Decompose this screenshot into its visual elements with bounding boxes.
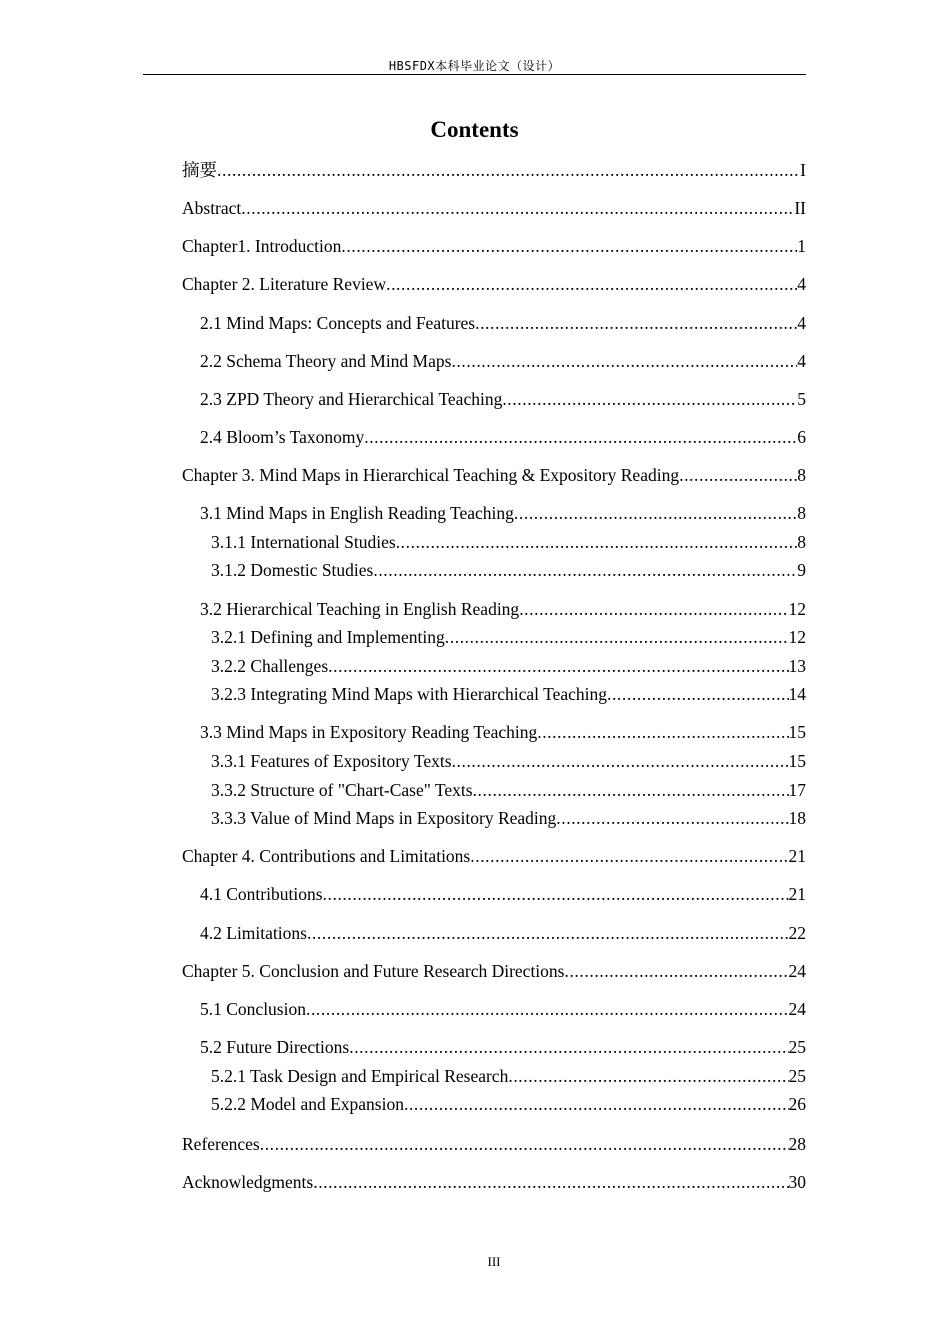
toc-entry-label: 5.2 Future Directions (200, 1037, 350, 1057)
toc-entry-label: 2.4 Bloom’s Taxonomy (200, 427, 365, 447)
toc-leader-dots (473, 779, 789, 801)
toc-entry-page: 13 (788, 656, 806, 676)
page-number: III (487, 1254, 501, 1269)
toc-entry-3-3-2[interactable] (211, 779, 806, 801)
toc-entry-page: 28 (788, 1134, 806, 1154)
header-rule (143, 74, 806, 75)
toc-entry-label: Chapter 5. Conclusion and Future Research Directions (182, 961, 565, 981)
toc-entry-page: 12 (788, 599, 806, 619)
toc-entry-3-3[interactable] (200, 721, 806, 743)
toc-entry-label: 4.1 Contributions (200, 884, 323, 904)
toc-leader-dots (502, 388, 797, 410)
toc-entry-label: 5.1 Conclusion (200, 999, 306, 1019)
toc-entry-chapter-3[interactable] (182, 464, 806, 486)
toc-entry-3-1-1[interactable] (211, 531, 806, 553)
toc-entry-label: 3.2.1 Defining and Implementing (211, 627, 445, 647)
page-title: Contents (430, 117, 519, 142)
toc-entry-label: 5.2.2 Model and Expansion (211, 1094, 404, 1114)
toc-entry-label: Acknowledgments (182, 1172, 314, 1192)
toc-entry-label: Chapter 2. Literature Review (182, 274, 387, 294)
toc-entry-page: 30 (788, 1172, 806, 1192)
toc-leader-dots (679, 464, 797, 486)
toc-leader-dots (537, 721, 788, 743)
toc-entry-label: 3.1.1 International Studies (211, 532, 396, 552)
toc-entry-2-4[interactable] (200, 426, 806, 448)
toc-leader-dots (514, 502, 797, 524)
toc-entry-2-1[interactable] (200, 312, 806, 334)
toc-entry-label: 3.3.1 Features of Expository Texts (211, 751, 452, 771)
toc-entry-abstract-cn[interactable] (182, 159, 806, 181)
toc-leader-dots (307, 922, 789, 944)
toc-entry-label: 5.2.1 Task Design and Empirical Research (211, 1066, 509, 1086)
toc-leader-dots (323, 883, 789, 905)
toc-entry-page: 5 (797, 389, 806, 409)
toc-leader-dots (373, 559, 797, 581)
toc-entry-label: Chapter 3. Mind Maps in Hierarchical Teaching & Expository Reading (182, 465, 680, 485)
toc-entry-page: 1 (797, 236, 806, 256)
toc-entry-abstract[interactable] (182, 197, 806, 219)
toc-entry-page: 15 (788, 722, 806, 742)
toc-entry-label: References (182, 1134, 260, 1154)
toc-entry-page: 25 (788, 1066, 806, 1086)
toc-entry-label: 3.2 Hierarchical Teaching in English Reading (200, 599, 520, 619)
toc-entry-page: 24 (788, 961, 806, 981)
toc-entry-page: 12 (788, 627, 806, 647)
toc-leader-dots (470, 845, 788, 867)
toc-entry-acknowledgments[interactable] (182, 1171, 806, 1193)
toc-entry-page: 15 (788, 751, 806, 771)
toc-entry-4-2[interactable] (200, 922, 806, 944)
toc-entry-page: 8 (797, 503, 806, 523)
toc-entry-page: II (794, 198, 806, 218)
toc-entry-page: I (800, 160, 806, 180)
toc-entry-page: 4 (797, 351, 806, 371)
toc-leader-dots (364, 426, 797, 448)
toc-entry-page: 22 (788, 923, 806, 943)
toc-entry-page: 21 (788, 846, 806, 866)
toc-leader-dots (313, 1171, 788, 1193)
toc-leader-dots (556, 807, 788, 829)
toc-entry-3-3-3[interactable] (211, 807, 806, 829)
toc-entry-2-2[interactable] (200, 350, 806, 372)
toc-entry-page: 6 (797, 427, 806, 447)
toc-entry-label: 3.3.2 Structure of "Chart-Case" Texts (211, 780, 473, 800)
toc-leader-dots (404, 1093, 789, 1115)
toc-entry-chapter-2[interactable] (182, 273, 806, 295)
toc-entry-chapter-4[interactable] (182, 845, 806, 867)
toc-entry-page: 25 (788, 1037, 806, 1057)
toc-entry-page: 17 (788, 780, 806, 800)
toc-entry-label: 4.2 Limitations (200, 923, 307, 943)
toc-entry-label: 2.2 Schema Theory and Mind Maps (200, 351, 452, 371)
toc-entry-chapter-5[interactable] (182, 960, 806, 982)
toc-leader-dots (260, 1133, 789, 1155)
toc-entry-page: 8 (797, 532, 806, 552)
toc-entry-label: 3.2.3 Integrating Mind Maps with Hierarchical Teaching (211, 684, 607, 704)
toc-leader-dots (396, 531, 798, 553)
toc-leader-dots (475, 312, 797, 334)
toc-leader-dots (306, 998, 789, 1020)
toc-leader-dots (341, 235, 797, 257)
toc-leader-dots (241, 197, 794, 219)
toc-entry-3-2-2[interactable] (211, 655, 806, 677)
toc-leader-dots (349, 1036, 788, 1058)
toc-entry-label: 3.3.3 Value of Mind Maps in Expository Reading (211, 808, 557, 828)
toc-entry-3-2-3[interactable] (211, 683, 806, 705)
toc-entry-5-1[interactable] (200, 998, 806, 1020)
toc-entry-page: 18 (788, 808, 806, 828)
toc-leader-dots (451, 350, 797, 372)
toc-entry-2-3[interactable] (200, 388, 806, 410)
toc-entry-3-1-2[interactable] (211, 559, 806, 581)
toc-entry-3-2[interactable] (200, 598, 806, 620)
toc-entry-page: 21 (788, 884, 806, 904)
toc-leader-dots (519, 598, 788, 620)
toc-leader-dots (217, 159, 800, 181)
toc-leader-dots (386, 273, 797, 295)
toc-entry-label: Chapter 4. Contributions and Limitations (182, 846, 471, 866)
toc-entry-label: Chapter1. Introduction (182, 236, 342, 256)
toc-entry-5-2-1[interactable] (211, 1065, 806, 1087)
toc-leader-dots (508, 1065, 788, 1087)
toc-entry-label: 2.1 Mind Maps: Concepts and Features (200, 313, 476, 333)
toc-entry-page: 14 (788, 684, 806, 704)
toc-entry-label: 摘要 (182, 160, 217, 180)
toc-entry-references[interactable] (182, 1133, 806, 1155)
toc-entry-label: 3.2.2 Challenges (211, 656, 329, 676)
toc-entry-3-3-1[interactable] (211, 750, 806, 772)
toc-entry-5-2[interactable] (200, 1036, 806, 1058)
toc-leader-dots (607, 683, 789, 705)
toc-entry-page: 4 (797, 274, 806, 294)
toc-entry-page: 4 (797, 313, 806, 333)
toc-entry-page: 24 (788, 999, 806, 1019)
toc-entry-page: 8 (797, 465, 806, 485)
toc-entry-label: 2.3 ZPD Theory and Hierarchical Teaching (200, 389, 503, 409)
toc-entry-chapter-1[interactable] (182, 235, 806, 257)
toc-entry-3-2-1[interactable] (211, 626, 806, 648)
toc-leader-dots (445, 626, 789, 648)
running-header: HBSFDX本科毕业论文（设计） (388, 59, 561, 73)
toc-entry-label: 3.1.2 Domestic Studies (211, 560, 374, 580)
toc-entry-3-1[interactable] (200, 502, 806, 524)
toc-entry-label: 3.1 Mind Maps in English Reading Teaching (200, 503, 514, 523)
toc-entry-5-2-2[interactable] (211, 1093, 806, 1115)
toc-leader-dots (328, 655, 788, 677)
toc-entry-label: Abstract (182, 198, 242, 218)
toc-entry-page: 9 (797, 560, 806, 580)
toc-leader-dots (452, 750, 789, 772)
toc-entry-4-1[interactable] (200, 883, 806, 905)
toc-entry-label: 3.3 Mind Maps in Expository Reading Teaching (200, 722, 538, 742)
toc-entry-page: 26 (788, 1094, 806, 1114)
toc-leader-dots (564, 960, 788, 982)
